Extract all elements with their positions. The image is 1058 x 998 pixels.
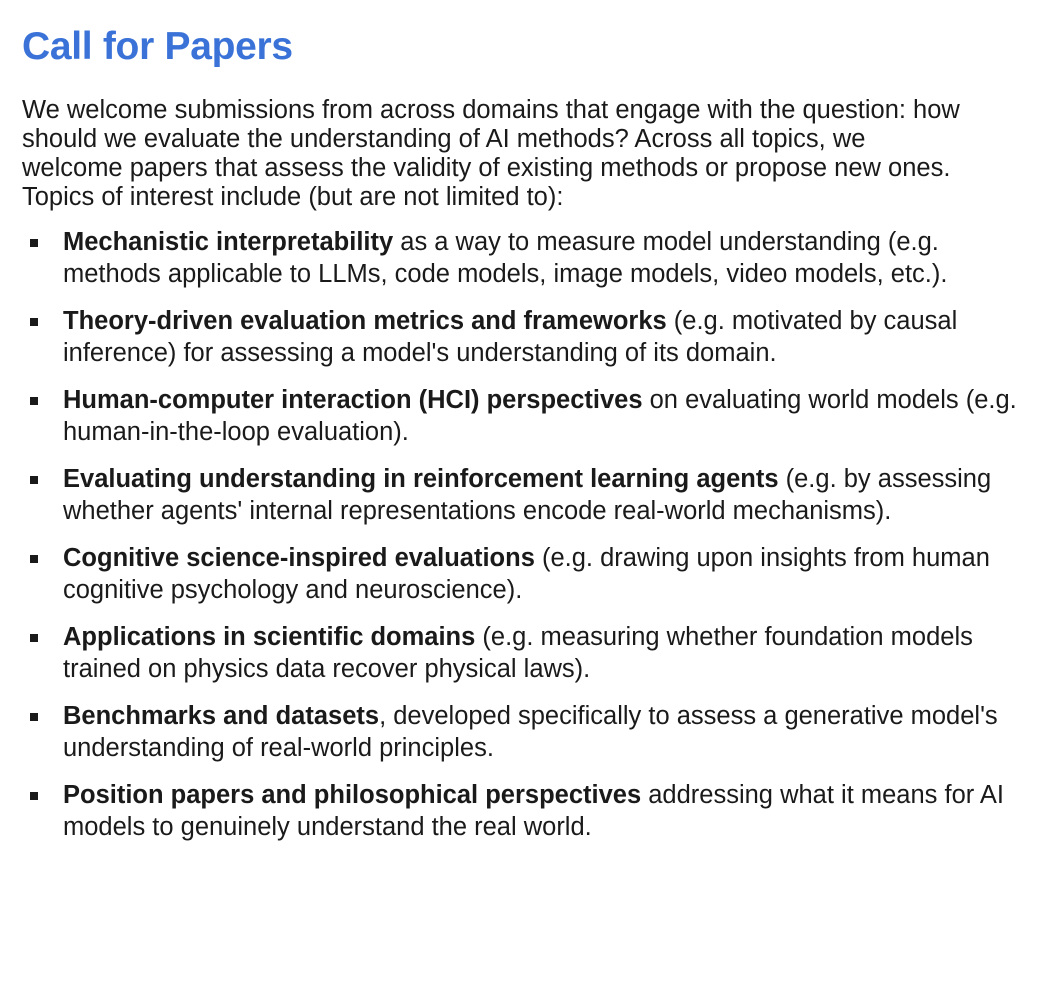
list-item [22, 305, 1032, 369]
list-item [22, 621, 1032, 685]
topics-list [22, 226, 1032, 843]
topic-description: on evaluating world models (e.g. human-in-the-loop evaluation). [63, 386, 1017, 446]
square-bullet-icon [30, 476, 38, 484]
topic-description: (e.g. by assessing whether agents' internal representations encode real-world mechanisms). [63, 465, 992, 525]
topic-description: (e.g. motivated by causal inference) for assessing a model's understanding of its domain. [63, 307, 958, 367]
list-item [22, 700, 1032, 764]
intro-paragraph: We welcome submissions from across domains that engage with the question: how should we evaluate the understanding of AI methods? Across all topics, we welcome papers that assess the validity of existing methods or propose new ones. Topics of interest include (but are not limited to): [22, 96, 960, 211]
list-item [22, 779, 1032, 843]
square-bullet-icon [30, 239, 38, 247]
topic-title: Theory-driven evaluation metrics and frameworks [63, 307, 667, 335]
square-bullet-icon [30, 397, 38, 405]
page-title: Call for Papers [22, 25, 293, 68]
square-bullet-icon [30, 318, 38, 326]
topic-description: as a way to measure model understanding (e.g. methods applicable to LLMs, code models, image models, video models, etc.). [63, 228, 948, 288]
square-bullet-icon [30, 555, 38, 563]
topic-title: Mechanistic interpretability [63, 228, 394, 256]
square-bullet-icon [30, 634, 38, 642]
square-bullet-icon [30, 713, 38, 721]
topic-title: Position papers and philosophical perspectives [63, 781, 642, 809]
list-item [22, 463, 1032, 527]
list-item [22, 226, 1032, 290]
topic-title: Human-computer interaction (HCI) perspectives [63, 386, 643, 414]
topic-title: Evaluating understanding in reinforcement learning agents [63, 465, 779, 493]
topic-title: Applications in scientific domains [63, 623, 476, 651]
topic-description: addressing what it means for AI models to genuinely understand the real world. [63, 781, 1005, 841]
topic-description: (e.g. drawing upon insights from human cognitive psychology and neuroscience). [63, 544, 990, 604]
call-for-papers-section [22, 20, 1032, 858]
list-item [22, 384, 1032, 448]
topic-description: (e.g. measuring whether foundation models trained on physics data recover physical laws). [63, 623, 973, 683]
square-bullet-icon [30, 792, 38, 800]
topic-title: Cognitive science-inspired evaluations [63, 544, 535, 572]
topic-description: , developed specifically to assess a generative model's understanding of real-world principles. [63, 702, 998, 762]
topic-title: Benchmarks and datasets [63, 702, 380, 730]
list-item [22, 542, 1032, 606]
